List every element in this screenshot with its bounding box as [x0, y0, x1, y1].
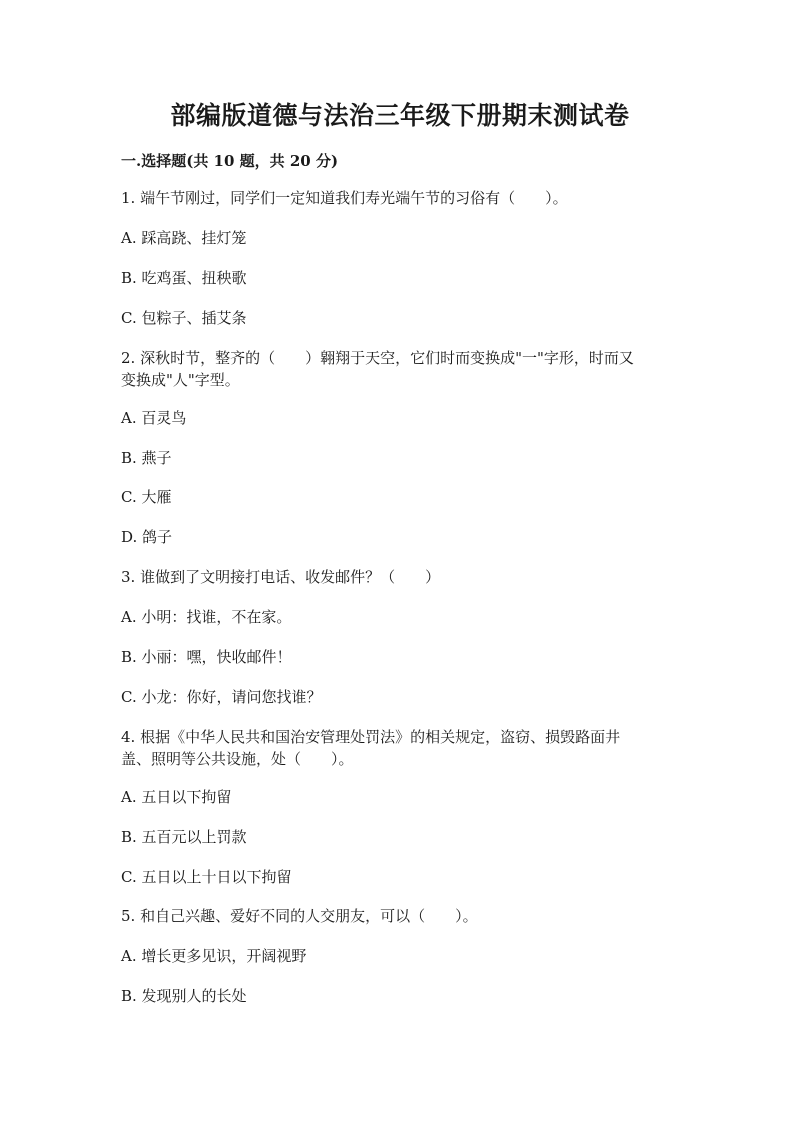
question-1-option-c[interactable]: C. 包粽子、插艾条 — [121, 309, 247, 327]
question-2-option-c[interactable]: C. 大雁 — [121, 488, 172, 506]
question-3-option-c[interactable]: C. 小龙：你好，请问您找谁？ — [121, 688, 322, 706]
question-2-option-d[interactable]: D. 鸽子 — [121, 528, 173, 546]
question-5-option-a[interactable]: A. 增长更多见识，开阔视野 — [121, 947, 307, 965]
question-3-option-b[interactable]: B. 小丽：嘿，快收邮件！ — [121, 648, 292, 666]
question-4-stem-line-2: 盖、照明等公共设施，处（ ）。 — [121, 750, 354, 768]
section-heading: 一.选择题(共 10 题，共 20 分) — [121, 152, 339, 170]
question-3-option-a[interactable]: A. 小明：找谁，不在家。 — [121, 608, 292, 626]
question-1-option-a[interactable]: A. 踩高跷、挂灯笼 — [121, 229, 247, 247]
question-5-option-b[interactable]: B. 发现别人的长处 — [121, 987, 247, 1005]
question-4-stem-line-1: 4. 根据《中华人民共和国治安管理处罚法》的相关规定，盗窃、损毁路面井 — [121, 728, 621, 746]
question-4-option-b[interactable]: B. 五百元以上罚款 — [121, 828, 247, 846]
question-1-option-b[interactable]: B. 吃鸡蛋、扭秧歌 — [121, 269, 247, 287]
question-1-stem: 1. 端午节刚过，同学们一定知道我们寿光端午节的习俗有（ ）。 — [121, 189, 568, 207]
question-2-stem-line-1: 2. 深秋时节，整齐的（ ）翱翔于天空，它们时而变换成"一"字形，时而又 — [121, 349, 634, 367]
question-2-option-b[interactable]: B. 燕子 — [121, 449, 172, 467]
question-4-option-c[interactable]: C. 五日以上十日以下拘留 — [121, 868, 292, 886]
question-5-stem: 5. 和自己兴趣、爱好不同的人交朋友，可以（ ）。 — [121, 907, 478, 925]
question-2-stem-line-2: 变换成"人"字型。 — [121, 371, 240, 389]
question-4-option-a[interactable]: A. 五日以下拘留 — [121, 788, 232, 806]
page-title: 部编版道德与法治三年级下册期末测试卷 — [170, 101, 630, 130]
question-2-option-a[interactable]: A. 百灵鸟 — [121, 409, 187, 427]
question-3-stem: 3. 谁做到了文明接打电话、收发邮件？（ ） — [121, 568, 441, 586]
